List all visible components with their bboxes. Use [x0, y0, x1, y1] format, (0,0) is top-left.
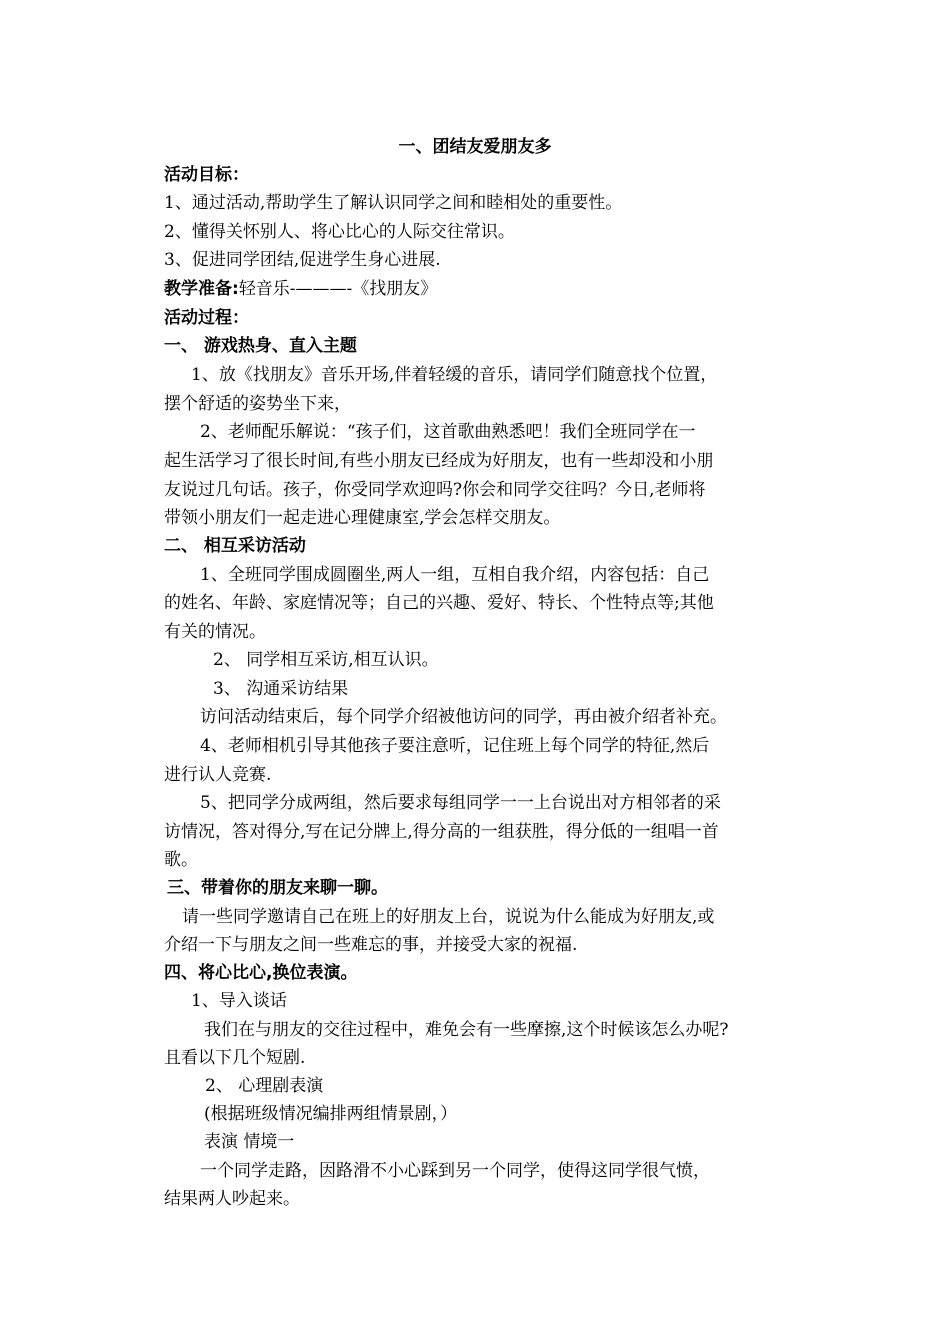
paragraph-line: 有关的情况。 — [164, 622, 266, 642]
section-heading: 三、带着你的朋友来聊一聊。 — [167, 878, 388, 898]
prep-line — [164, 278, 437, 300]
paragraph-line: 表演 情境一 — [204, 1132, 295, 1152]
paragraph-line: 一个同学走路，因路滑不小心踩到另一个同学，使得这同学很气愤， — [200, 1161, 710, 1181]
paragraph-line: 1、导入谈话 — [191, 991, 287, 1011]
section-heading: 四、将心比心,换位表演。 — [164, 963, 358, 983]
paragraph-line: 带领小朋友们一起走进心理健康室,学会怎样交朋友。 — [164, 508, 561, 528]
goal-item: 3、促进同学团结,促进学生身心进展. — [164, 250, 441, 270]
paragraph-line: 歌。 — [164, 850, 198, 870]
paragraph-line: 我们在与朋友的交往过程中，难免会有一些摩擦,这个时候该怎么办呢? — [204, 1020, 729, 1040]
goal-item: 2、懂得关怀别人、将心比心的人际交往常识。 — [164, 222, 515, 242]
document-title: 一、团结友爱朋友多 — [398, 137, 552, 157]
paragraph-line: 4、老师相机引导其他孩子要注意听，记住班上每个同学的特征,然后 — [200, 736, 710, 756]
process-heading: 活动过程： — [164, 308, 249, 328]
paragraph-line: 进行认人竞赛. — [164, 765, 272, 785]
paragraph-line: 的姓名、年龄、家庭情况等；自己的兴趣、爱好、特长、个性特点等;其他 — [164, 593, 714, 613]
paragraph-line: 3、 沟通采访结果 — [213, 679, 349, 699]
paragraph-line: (根据班级情况编排两组情景剧，） — [204, 1104, 458, 1124]
section-heading: 一、 游戏热身、直入主题 — [164, 336, 357, 356]
paragraph-line: 2、 心理剧表演 — [205, 1076, 324, 1096]
paragraph-line: 2、老师配乐解说：“孩子们，这首歌曲熟悉吧！我们全班同学在一 — [200, 422, 696, 442]
paragraph-line: 且看以下几个短剧. — [164, 1048, 306, 1068]
paragraph-line: 5、把同学分成两组，然后要求每组同学一一上台说出对方相邻者的采 — [200, 793, 721, 813]
paragraph-line: 1、全班同学围成圆圈坐,两人一组，互相自我介绍，内容包括：自己 — [200, 565, 710, 585]
paragraph-line: 访情况，答对得分,写在记分牌上,得分高的一组获胜，得分低的一组唱一首 — [164, 822, 719, 842]
prep-label: 教学准备: — [164, 279, 239, 299]
paragraph-line: 摆个舒适的姿势坐下来， — [164, 394, 351, 414]
paragraph-line: 请一些同学邀请自己在班上的好朋友上台，说说为什么能成为好朋友,或 — [182, 907, 715, 927]
goal-item: 1、通过活动,帮助学生了解认识同学之间和睦相处的重要性。 — [164, 193, 623, 213]
paragraph-line: 1、放《找朋友》音乐开场,伴着轻缓的音乐，请同学们随意找个位置， — [191, 365, 718, 385]
paragraph-line: 结果两人吵起来。 — [164, 1189, 300, 1209]
paragraph-line: 起生活学习了很长时间,有些小朋友已经成为好朋友，也有一些却没和小朋 — [164, 451, 714, 471]
paragraph-line: 介绍一下与朋友之间一些难忘的事，并接受大家的祝福. — [164, 935, 578, 955]
section-heading: 二、 相互采访活动 — [164, 536, 306, 556]
prep-text: 轻音乐-———-《找朋友》 — [238, 279, 438, 299]
goals-heading: 活动目标： — [164, 165, 249, 185]
paragraph-line: 访问活动结束后，每个同学介绍被他访问的同学，再由被介绍者补充。 — [200, 707, 727, 727]
paragraph-line: 2、 同学相互采访,相互认识。 — [213, 650, 439, 670]
paragraph-line: 友说过几句话。孩子，你受同学欢迎吗?你会和同学交往吗？今日,老师将 — [164, 480, 706, 500]
